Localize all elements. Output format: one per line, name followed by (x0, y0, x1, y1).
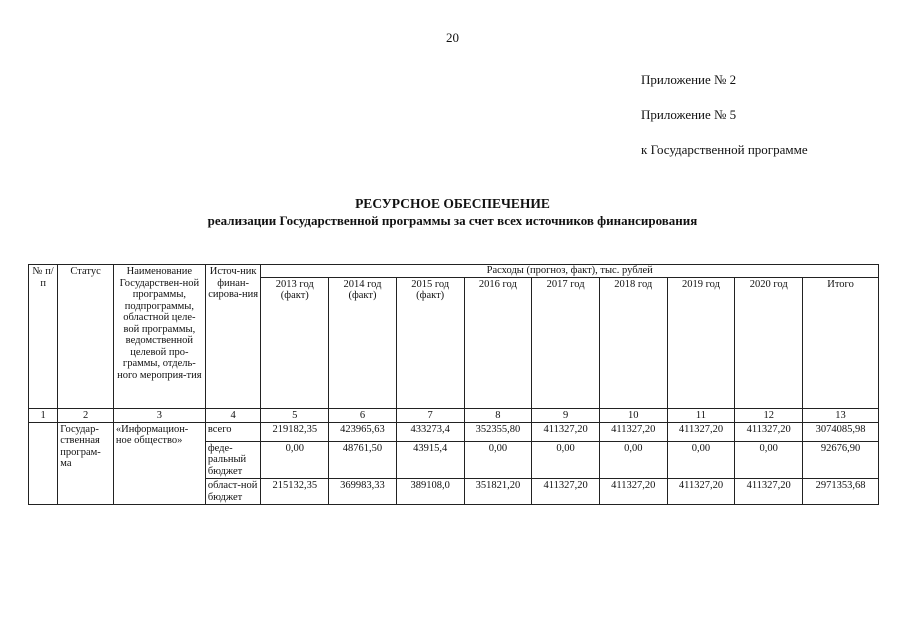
value-cell: 3074085,98 (803, 422, 879, 441)
header-year-2014: 2014 год (факт) (329, 277, 397, 408)
header-year-2019: 2019 год (667, 277, 735, 408)
col-number: 11 (667, 408, 735, 422)
document-subtitle: реализации Государственной программы за счет всех источников финансирования (207, 213, 698, 228)
value-cell: 411327,20 (599, 422, 667, 441)
header-name: Наименование Государствен-ной программы, подпрограммы, областной целе-вой программы, ведомственной целевой про-граммы, отдель-ного мероприя-тия (113, 265, 205, 409)
source-cell: феде-ральный бюджет (205, 441, 261, 479)
value-cell: 352355,80 (464, 422, 532, 441)
value-cell: 389108,0 (396, 479, 464, 505)
value-cell: 43915,4 (396, 441, 464, 479)
col-number: 3 (113, 408, 205, 422)
header-year-2015: 2015 год (факт) (396, 277, 464, 408)
value-cell: 423965,63 (329, 422, 397, 441)
col-number: 12 (735, 408, 803, 422)
value-cell: 0,00 (261, 441, 329, 479)
value-cell: 411327,20 (532, 479, 600, 505)
col-number: 1 (29, 408, 58, 422)
value-cell: 219182,35 (261, 422, 329, 441)
value-cell: 433273,4 (396, 422, 464, 441)
header-year-2018: 2018 год (599, 277, 667, 408)
value-cell: 0,00 (464, 441, 532, 479)
col-number: 10 (599, 408, 667, 422)
value-cell: 0,00 (667, 441, 735, 479)
header-year-2017: 2017 год (532, 277, 600, 408)
value-cell: 411327,20 (735, 422, 803, 441)
table-row-total (29, 422, 879, 441)
header-total: Итого (803, 277, 879, 408)
value-cell: 215132,35 (261, 479, 329, 505)
col-number: 7 (396, 408, 464, 422)
document-title: РЕСУРСНОЕ ОБЕСПЕЧЕНИЕ (355, 196, 550, 211)
appendix-line-3: к Государственной программе (641, 142, 808, 157)
col-number: 4 (205, 408, 261, 422)
value-cell: 0,00 (735, 441, 803, 479)
col-number: 5 (261, 408, 329, 422)
page-number: 20 (446, 30, 459, 45)
col-number: 8 (464, 408, 532, 422)
value-cell: 2971353,68 (803, 479, 879, 505)
value-cell: 351821,20 (464, 479, 532, 505)
appendix-line-1: Приложение № 2 (641, 72, 737, 87)
source-cell: област-ной бюджет (205, 479, 261, 505)
col-number: 6 (329, 408, 397, 422)
resource-table (28, 264, 879, 505)
header-expenses: Расходы (прогноз, факт), тыс. рублей (261, 265, 879, 278)
status-cell: Государ-ственная програм-ма (58, 422, 114, 505)
header-year-2020: 2020 год (735, 277, 803, 408)
appendix-line-2: Приложение № 5 (641, 107, 737, 122)
value-cell: 92676,90 (803, 441, 879, 479)
column-number-row (29, 408, 879, 422)
value-cell: 48761,50 (329, 441, 397, 479)
row-num-cell (29, 422, 58, 505)
header-source: Источ-ник финан-сирова-ния (205, 265, 261, 409)
header-num: № п/п (29, 265, 58, 409)
value-cell: 0,00 (532, 441, 600, 479)
col-number: 2 (58, 408, 114, 422)
col-number: 9 (532, 408, 600, 422)
header-year-2013: 2013 год (факт) (261, 277, 329, 408)
header-year-2016: 2016 год (464, 277, 532, 408)
value-cell: 411327,20 (599, 479, 667, 505)
value-cell: 0,00 (599, 441, 667, 479)
value-cell: 369983,33 (329, 479, 397, 505)
value-cell: 411327,20 (667, 422, 735, 441)
value-cell: 411327,20 (667, 479, 735, 505)
header-row-1 (29, 265, 879, 278)
value-cell: 411327,20 (735, 479, 803, 505)
col-number: 13 (803, 408, 879, 422)
header-status: Статус (58, 265, 114, 409)
value-cell: 411327,20 (532, 422, 600, 441)
source-cell: всего (205, 422, 261, 441)
program-name-cell: «Информацион-ное общество» (113, 422, 205, 505)
